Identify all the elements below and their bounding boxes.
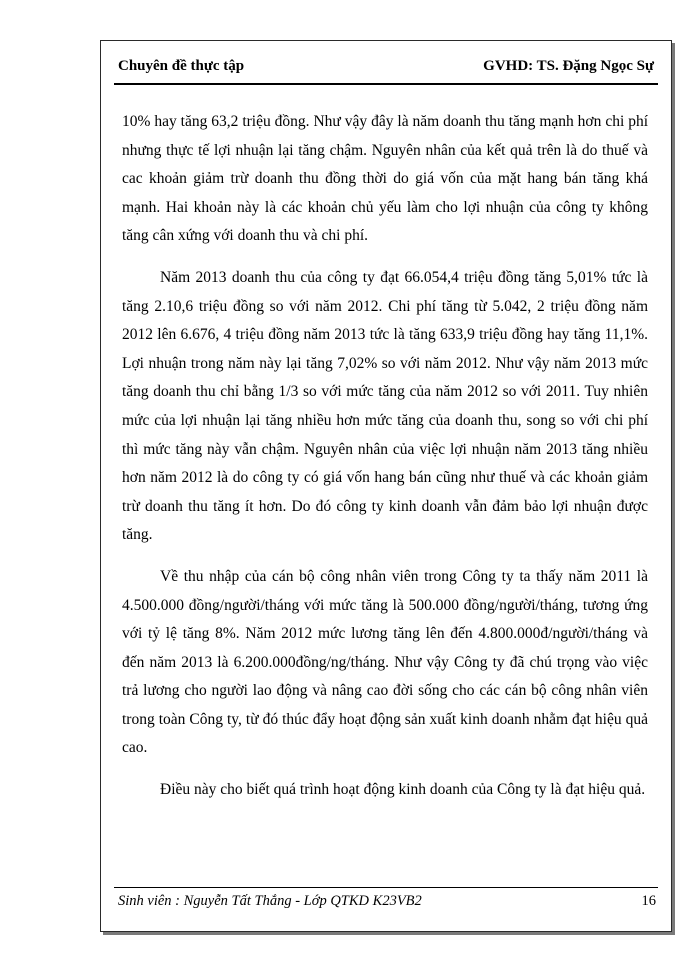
document-body bbox=[122, 108, 648, 818]
header-divider bbox=[114, 83, 658, 85]
footer-student: Sinh viên : Nguyễn Tất Thắng - Lớp QTKD K23VB2 bbox=[118, 893, 422, 909]
page-number: 16 bbox=[641, 893, 656, 909]
footer-divider bbox=[114, 887, 658, 888]
header-title: Chuyên đề thực tập bbox=[118, 58, 245, 74]
paragraph-1: 10% hay tăng 63,2 triệu đồng. Như vậy đây là năm doanh thu tăng mạnh hơn chi phí nhưng thực tế lợi nhuận lại tăng chậm. Nguyên nhân của kết quả trên là do thuế và cac khoản giảm trừ doanh thu đồng thời do giá vốn của mặt hang bán tăng khá mạnh. Hai khoản này là các khoản chủ yếu làm cho lợi nhuận của công ty không tăng cân xứng với doanh thu và chi phí. bbox=[122, 113, 648, 245]
paragraph-4: Điều này cho biết quá trình hoạt động kinh doanh của Công ty là đạt hiệu quả. bbox=[160, 781, 646, 799]
paragraph-2: Năm 2013 doanh thu của công ty đạt 66.054,4 triệu đồng tăng 5,01% tức là tăng 2.10,6 triệu đồng so với năm 2012. Chi phí tăng từ 5.042, 2 triệu đồng năm 2012 lên 6.676, 4 triệu đồng năm 2013 tức là tăng 633,9 triệu đồng hay tăng 11,1%. Lợi nhuận trong năm này lại tăng 7,02% so với năm 2012. Như vậy năm 2013 mức tăng doanh thu chỉ bằng 1/3 so với mức tăng của năm 2012 so với 2011. Tuy nhiên mức của lợi nhuận lại tăng nhiều hơn mức tăng của doanh thu, song so với chi phí thì mức tăng này vẫn chậm. Nguyên nhân của việc lợi nhuận năm 2013 tăng nhiều hơn năm 2012 là do công ty có giá vốn hang bán cũng như thuế và các khoản giảm trừ doanh thu tăng ít hơn. Do đó công ty kinh doanh vẫn đảm bảo lợi nhuận được tăng. bbox=[122, 268, 648, 544]
page-header bbox=[118, 58, 654, 82]
header-advisor: GVHD: TS. Đặng Ngọc Sự bbox=[483, 58, 654, 74]
paragraph-3: Về thu nhập của cán bộ công nhân viên trong Công ty ta thấy năm 2011 là 4.500.000 đồng/người/tháng với mức tăng là 500.000 đồng/người/tháng, tương ứng với tỷ lệ tăng 8%. Năm 2012 mức lương tăng lên đến 4.800.000đ/người/tháng và đến năm 2013 là 6.200.000đồng/ng/tháng. Như vậy Công ty đã chú trọng vào việc trả lương cho người lao động và nâng cao đời sống cho các cán bộ công nhân viên trong toàn Công ty, từ đó thúc đẩy hoạt động sản xuất kinh doanh nhằm đạt hiệu quả cao. bbox=[122, 567, 648, 757]
